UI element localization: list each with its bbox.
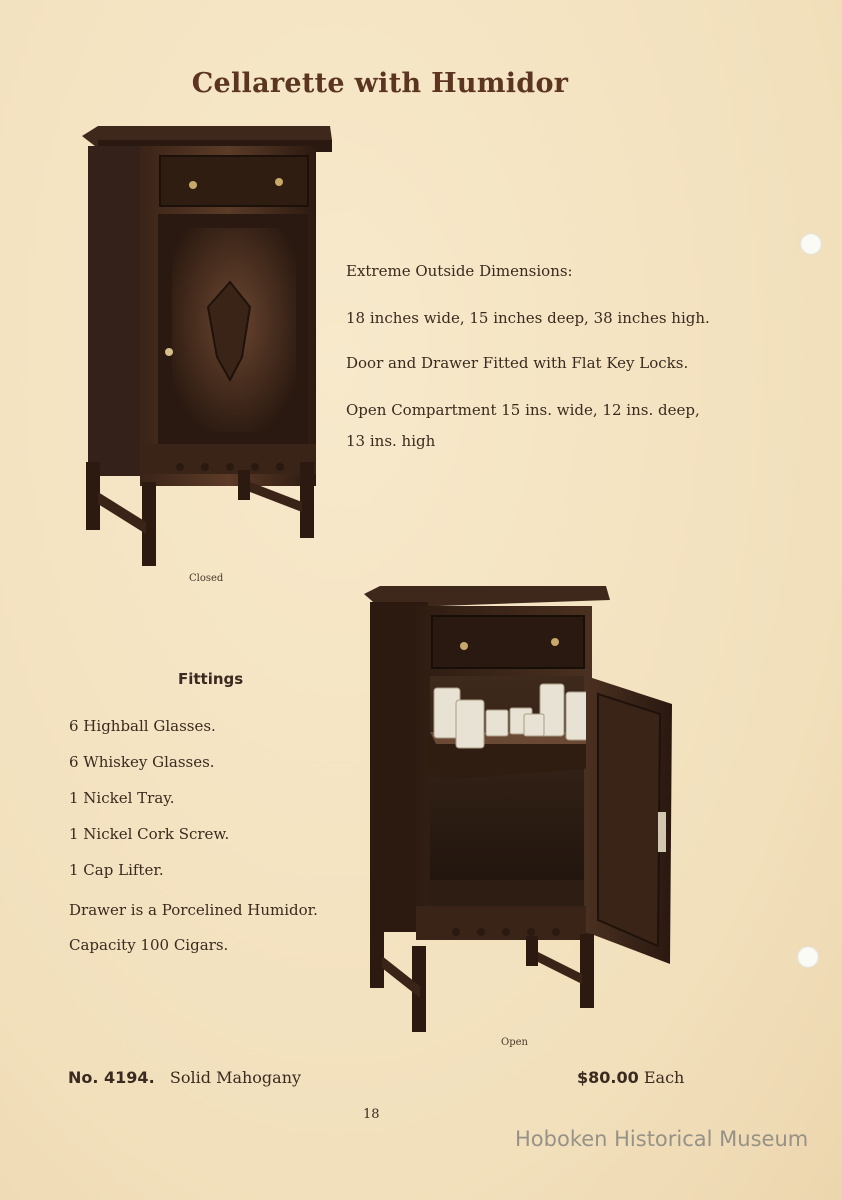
fitting-item: Drawer is a Porcelined Humidor. <box>69 901 318 919</box>
fitting-item: Capacity 100 Cigars. <box>69 936 229 954</box>
punch-hole-top <box>800 233 822 255</box>
closed-cabinet-image <box>80 122 335 572</box>
dimensions-heading: Extreme Outside Dimensions: <box>346 262 573 280</box>
price-line <box>577 1068 684 1087</box>
museum-watermark: Hoboken Historical Museum <box>515 1127 809 1151</box>
punch-hole-bottom <box>797 946 819 968</box>
model-number-line <box>68 1068 301 1087</box>
page-title: Cellarette with Humidor <box>191 68 569 99</box>
fitting-item: 1 Nickel Tray. <box>69 789 175 807</box>
model-number: No. 4194. <box>68 1068 155 1087</box>
page-number: 18 <box>363 1107 380 1122</box>
fitting-item: 1 Nickel Cork Screw. <box>69 825 230 843</box>
open-caption: Open <box>501 1037 528 1048</box>
dimensions-locks: Door and Drawer Fitted with Flat Key Locks. <box>346 354 689 372</box>
dimensions-compartment-2: 13 ins. high <box>346 432 436 450</box>
material: Solid Mahogany <box>169 1068 302 1087</box>
price-unit: Each <box>643 1068 685 1087</box>
open-cabinet-image <box>360 584 676 1036</box>
fitting-item: 6 Whiskey Glasses. <box>69 753 215 771</box>
fitting-item: 1 Cap Lifter. <box>69 861 164 879</box>
dimensions-compartment-1: Open Compartment 15 ins. wide, 12 ins. deep, <box>346 401 700 419</box>
fittings-heading: Fittings <box>178 670 244 688</box>
price: $80.00 <box>577 1068 639 1087</box>
fitting-item: 6 Highball Glasses. <box>69 717 216 735</box>
closed-caption: Closed <box>189 573 224 584</box>
dimensions-size: 18 inches wide, 15 inches deep, 38 inches high. <box>346 309 710 327</box>
